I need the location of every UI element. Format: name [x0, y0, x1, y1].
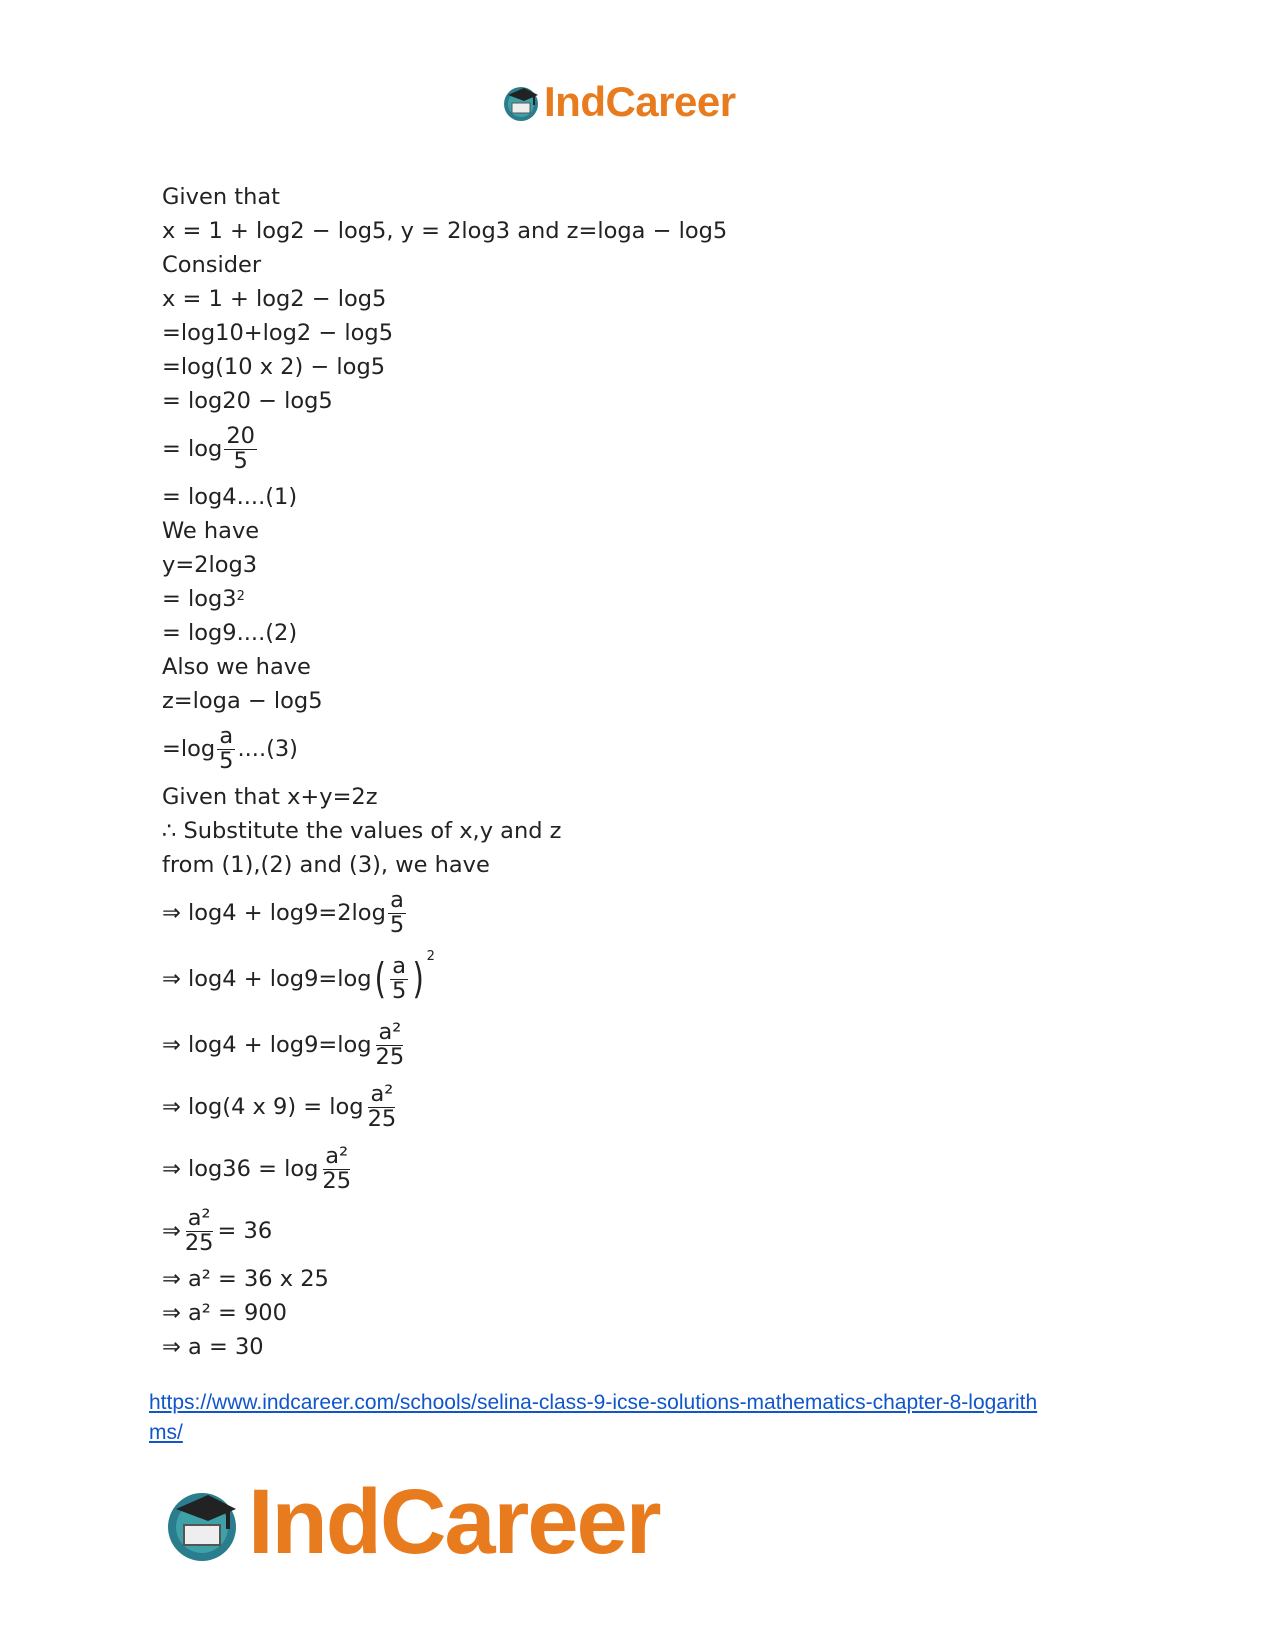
- source-link-line[interactable]: ms/: [149, 1421, 183, 1444]
- numerator: a: [390, 886, 404, 913]
- numerator: a²: [187, 1204, 211, 1231]
- solution-body: [162, 180, 1062, 1364]
- fraction: [183, 1204, 216, 1256]
- equation-line: = log9....(2): [162, 620, 298, 646]
- fraction: [374, 1018, 407, 1070]
- numerator: a²: [370, 1080, 394, 1107]
- equation-line: [162, 1200, 1062, 1262]
- equation-line: ⇒ a = 30: [162, 1334, 264, 1360]
- equation-line: [162, 718, 1062, 780]
- equation-line: x = 1 + log2 − log5: [162, 286, 387, 312]
- text-line: Given that: [162, 184, 280, 210]
- fraction: [366, 1080, 399, 1132]
- denominator: 25: [367, 1105, 397, 1132]
- source-link-line[interactable]: https://www.indcareer.com/schools/selina-class-9-icse-solutions-mathematics-chapter-8-logarith: [149, 1391, 1038, 1414]
- equation-text: ⇒ log(4 x 9) = log: [162, 1094, 364, 1120]
- equation-line: [162, 1138, 1062, 1200]
- equation-line: ⇒ a² = 36 x 25: [162, 1266, 329, 1292]
- brand-name: IndCareer: [544, 78, 736, 125]
- text-line: ∴ Substitute the values of x,y and z: [162, 818, 562, 844]
- denominator: 25: [322, 1167, 352, 1194]
- equation-text: ⇒ log4 + log9=log: [162, 966, 372, 992]
- equation-line: [162, 582, 1062, 616]
- numerator: a: [392, 952, 406, 979]
- equation-line: x = 1 + log2 − log5, y = 2log3 and z=loga − log5: [162, 218, 728, 244]
- equation-text: = log3: [162, 586, 237, 612]
- text-line: from (1),(2) and (3), we have: [162, 852, 490, 878]
- exponent: 2: [236, 589, 245, 604]
- text-line: Also we have: [162, 654, 311, 680]
- fraction: [320, 1142, 353, 1194]
- equation-text: = log: [162, 436, 223, 462]
- denominator: 5: [219, 747, 234, 774]
- equation-line: [162, 418, 1062, 480]
- equation-line: [162, 1076, 1062, 1138]
- equation-text: ....(3): [237, 736, 298, 762]
- equation-text: ⇒: [162, 1218, 181, 1244]
- exponent: 2: [426, 949, 435, 964]
- graduation-globe-icon: [160, 1481, 244, 1565]
- equation-line: [162, 1014, 1062, 1076]
- equation-line: [162, 882, 1062, 944]
- equation-text: = 36: [217, 1218, 273, 1244]
- numerator: 20: [226, 422, 255, 449]
- equation-line: z=loga − log5: [162, 688, 323, 714]
- equation-text: ⇒ log36 = log: [162, 1156, 319, 1182]
- equation-line: =log(10 x 2) − log5: [162, 354, 386, 380]
- fraction: [217, 722, 235, 774]
- equation-line: = log20 − log5: [162, 388, 333, 414]
- right-paren: ): [412, 954, 425, 1003]
- denominator: 5: [389, 911, 405, 938]
- equation-text: ⇒ log4 + log9=2log: [162, 900, 386, 926]
- denominator: 5: [391, 977, 407, 1004]
- numerator: a: [219, 722, 234, 749]
- numerator: a²: [378, 1018, 402, 1045]
- header-logo: [500, 78, 736, 126]
- denominator: 25: [184, 1229, 214, 1256]
- text-line: Consider: [162, 252, 262, 278]
- equation-text: ⇒ log4 + log9=log: [162, 1032, 372, 1058]
- text-line: We have: [162, 518, 260, 544]
- text-line: Given that x+y=2z: [162, 784, 378, 810]
- numerator: a²: [325, 1142, 349, 1169]
- equation-line: = log4....(1): [162, 484, 298, 510]
- equation-line: ⇒ a² = 900: [162, 1300, 287, 1326]
- equation-line: y=2log3: [162, 552, 258, 578]
- equation-line: =log10+log2 − log5: [162, 320, 394, 346]
- brand-name: IndCareer: [248, 1471, 660, 1573]
- fraction: [224, 422, 257, 474]
- source-link[interactable]: [149, 1388, 1149, 1448]
- graduation-globe-icon: [500, 81, 542, 123]
- fraction: [390, 952, 408, 1004]
- denominator: 5: [233, 447, 248, 474]
- equation-text: =log: [162, 736, 216, 762]
- footer-logo: [160, 1470, 660, 1575]
- fraction: [388, 886, 406, 938]
- denominator: 25: [375, 1043, 405, 1070]
- equation-line: [162, 944, 1062, 1014]
- left-paren: (: [374, 954, 386, 1003]
